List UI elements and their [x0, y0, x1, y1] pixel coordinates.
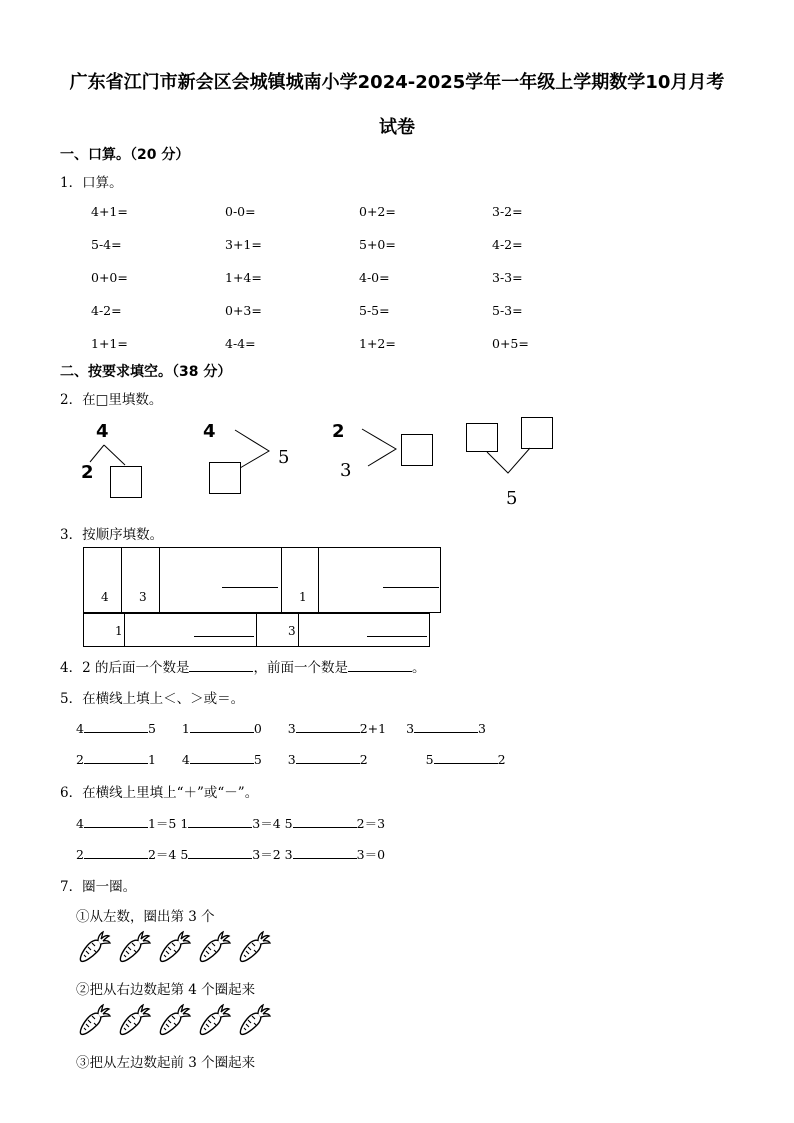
answer-line[interactable] [293, 846, 357, 859]
page-title-continued: 试卷 [379, 117, 415, 138]
diagram-lines [0, 0, 1, 1]
sequence-number: 1 [299, 590, 307, 604]
diagram-number: 3 [340, 460, 352, 481]
answer-box[interactable] [209, 462, 241, 494]
compare-item [406, 721, 486, 736]
question-1-label: 1．口算。 [60, 175, 123, 191]
arith-item: 1+4= [225, 270, 262, 285]
arith-item: 5+0= [359, 237, 396, 252]
compare-left: 4 [181, 752, 190, 767]
arith-item: 1+2= [359, 336, 396, 351]
answer-line[interactable] [434, 751, 498, 764]
diagram-number: 5 [506, 488, 518, 509]
sequence-number: 3 [139, 590, 147, 604]
diagram-number: 5 [278, 447, 290, 468]
operator-part: 2 [76, 847, 84, 862]
answer-line[interactable] [293, 815, 357, 828]
table-cell[interactable] [318, 547, 441, 613]
arith-item: 4-2= [492, 237, 523, 252]
table-cell[interactable] [298, 613, 430, 647]
question-4-text: 。 [411, 660, 426, 676]
question-4-text: 4．2 的后面一个数是 [60, 660, 190, 676]
question-7-sub-2: ②把从右边数起第 4 个圈起来 [76, 982, 256, 998]
carrot-icon[interactable] [116, 930, 152, 966]
answer-line[interactable] [84, 815, 148, 828]
answer-line[interactable] [348, 659, 412, 672]
answer-line[interactable] [84, 751, 148, 764]
operator-part: 3＝2 3 [252, 847, 293, 862]
carrot-icon[interactable] [156, 930, 192, 966]
diagram-number: 4 [96, 421, 109, 442]
diagram-number: 2 [332, 421, 345, 442]
compare-right: 3 [478, 721, 486, 736]
carrot-row-1 [76, 930, 276, 968]
operator-part: 1＝5 1 [147, 816, 189, 831]
answer-line[interactable] [84, 720, 148, 733]
compare-item [76, 721, 156, 736]
question-7-sub-3: ③把从左边数起前 3 个圈起来 [76, 1055, 256, 1071]
arith-item: 0+0= [91, 270, 128, 285]
answer-line[interactable] [194, 636, 254, 637]
arith-item: 4-0= [359, 270, 390, 285]
compare-item [426, 752, 506, 767]
question-5-label: 5．在横线上填上＜、＞或＝。 [60, 691, 245, 707]
compare-right: 5 [147, 721, 156, 736]
operator-part: 4 [76, 816, 84, 831]
arith-item: 4+1= [91, 204, 128, 219]
sequence-number: 1 [115, 624, 123, 638]
arith-item: 0+3= [225, 303, 262, 318]
compare-left: 2 [76, 752, 84, 767]
answer-line[interactable] [383, 587, 439, 588]
compare-left: 5 [425, 752, 434, 767]
compare-right: 1 [147, 752, 156, 767]
compare-item [76, 752, 156, 767]
carrot-icon[interactable] [156, 1003, 192, 1039]
sequence-number: 3 [288, 624, 296, 638]
arith-item: 4-2= [91, 303, 122, 318]
compare-right: 2 [359, 752, 368, 767]
compare-item [288, 752, 368, 767]
answer-line[interactable] [189, 659, 253, 672]
compare-right: 5 [253, 752, 262, 767]
answer-box[interactable] [401, 434, 433, 466]
compare-right: 0 [253, 721, 262, 736]
carrot-icon[interactable] [76, 1003, 112, 1039]
arith-item: 4-4= [225, 336, 256, 351]
compare-right: 2 [497, 752, 506, 767]
answer-line[interactable] [367, 636, 427, 637]
carrot-icon[interactable] [196, 930, 232, 966]
answer-line[interactable] [188, 815, 252, 828]
answer-box[interactable] [110, 466, 142, 498]
arith-item: 3+1= [225, 237, 262, 252]
diagram-number: 4 [203, 421, 216, 442]
answer-line[interactable] [190, 751, 254, 764]
answer-line[interactable] [190, 720, 254, 733]
operator-part: 3＝4 5 [252, 816, 293, 831]
compare-item [182, 752, 262, 767]
arith-item: 5-5= [359, 303, 390, 318]
operator-part: 3＝0 [356, 847, 386, 862]
compare-left: 3 [287, 721, 296, 736]
section-1-heading: 一、口算。（20 分） [60, 147, 190, 163]
operator-part: 2＝3 [356, 816, 386, 831]
arith-item: 5-3= [492, 303, 523, 318]
compare-item [288, 721, 386, 736]
question-4-text: ，前面一个数是 [253, 660, 348, 676]
carrot-icon[interactable] [236, 1003, 272, 1039]
arith-item: 5-4= [91, 237, 122, 252]
carrot-icon[interactable] [116, 1003, 152, 1039]
arith-item: 0-0= [225, 204, 256, 219]
compare-left: 3 [287, 752, 296, 767]
arith-item: 3-3= [492, 270, 523, 285]
question-2-label: 2．在□里填数。 [60, 392, 163, 408]
arith-item: 0+5= [492, 336, 529, 351]
answer-line[interactable] [296, 720, 360, 733]
carrot-icon[interactable] [196, 1003, 232, 1039]
compare-item [182, 721, 262, 736]
answer-line[interactable] [84, 846, 148, 859]
section-2-heading: 二、按要求填空。（38 分） [60, 364, 232, 380]
arith-item: 3-2= [492, 204, 523, 219]
arith-item: 1+1= [91, 336, 128, 351]
operator-row [76, 814, 385, 832]
question-6-label: 6．在横线上里填上“＋”或“－”。 [60, 785, 259, 801]
arith-item: 0+2= [359, 204, 396, 219]
carrot-icon[interactable] [76, 930, 112, 966]
sequence-number: 4 [101, 590, 109, 604]
compare-left: 1 [181, 721, 190, 736]
compare-left: 4 [76, 721, 84, 736]
carrot-row-2 [76, 1003, 276, 1041]
compare-left: 3 [406, 721, 415, 736]
answer-box[interactable] [466, 423, 498, 452]
table-cell[interactable] [159, 547, 282, 613]
answer-line[interactable] [188, 846, 252, 859]
compare-row [76, 720, 486, 736]
answer-line[interactable] [414, 720, 478, 733]
compare-right: 2+1 [359, 721, 387, 736]
operator-part: 2＝4 5 [147, 847, 189, 862]
diagram-number: 2 [81, 462, 94, 483]
table-cell[interactable] [124, 613, 257, 647]
answer-line[interactable] [296, 751, 360, 764]
question-7-sub-1: ①从左数，圈出第 3 个 [76, 909, 215, 925]
question-7-label: 7．圈一圈。 [60, 879, 137, 895]
answer-box[interactable] [521, 417, 553, 449]
answer-line[interactable] [222, 587, 278, 588]
compare-row [76, 751, 506, 767]
question-4 [60, 656, 425, 676]
operator-row [76, 845, 385, 863]
question-3-label: 3．按顺序填数。 [60, 527, 164, 543]
carrot-icon[interactable] [236, 930, 272, 966]
page-title: 广东省江门市新会区会城镇城南小学2024-2025学年一年级上学期数学10月月考 [69, 72, 725, 93]
